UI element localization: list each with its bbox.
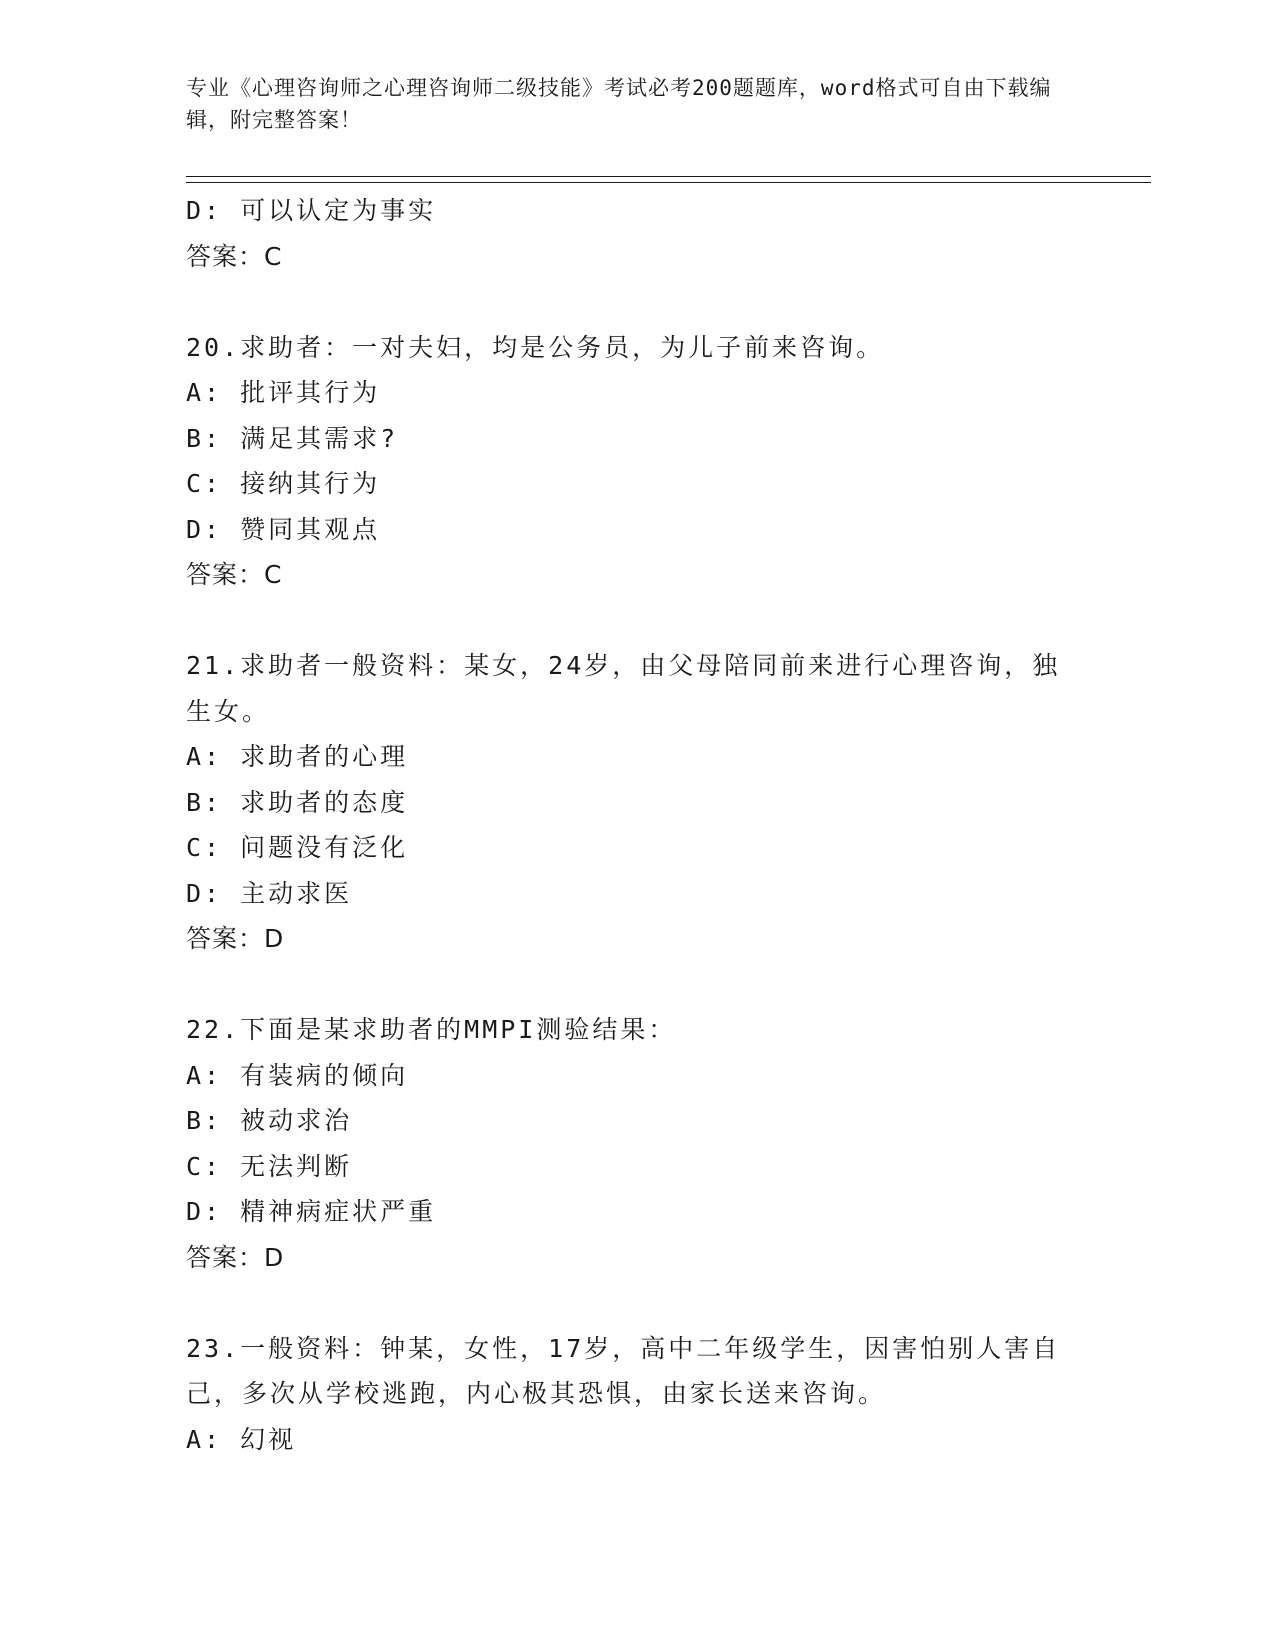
answer-line: 答案：D: [186, 1242, 285, 1272]
header-divider-bottom: [186, 182, 1151, 183]
question-21: [186, 643, 1086, 962]
option-b: B: 满足其需求?: [186, 423, 399, 453]
question-22: [186, 1007, 1086, 1280]
spacer: [186, 1280, 1086, 1326]
option-c: C: 无法判断: [186, 1151, 353, 1181]
question-list: [186, 188, 1086, 1462]
option-a: A: 幻视: [186, 1424, 297, 1454]
option-d: D: 精神病症状严重: [186, 1197, 437, 1226]
answer-line: 答案：C: [186, 560, 283, 589]
question-20: [186, 325, 1086, 598]
option-c: C: 问题没有泛化: [186, 833, 409, 862]
answer-line: 答案：C: [186, 241, 283, 271]
option-b: B: 被动求治: [186, 1106, 353, 1135]
option-a: A: 有装病的倾向: [186, 1060, 409, 1090]
option-c: C: 接纳其行为: [186, 469, 381, 498]
header-divider-top: [186, 176, 1151, 177]
spacer: [186, 279, 1086, 325]
option-d: D: 主动求医: [186, 878, 353, 908]
question-text: 22.下面是某求助者的MMPI测验结果：: [186, 1015, 677, 1044]
option-a: A: 求助者的心理: [186, 742, 409, 771]
question-text: 20.求助者：一对夫妇，均是公务员，为儿子前来咨询。: [186, 332, 885, 362]
question-text: 23.一般资料：钟某，女性，17岁，高中二年级学生，因害怕别人害自己，多次从学校逃跑，内心极其恐惧，由家长送来咨询。: [186, 1333, 1061, 1408]
spacer: [186, 962, 1086, 1008]
answer-line: 答案：D: [186, 924, 285, 953]
option-a: A: 批评其行为: [186, 378, 381, 407]
option-b: B: 求助者的态度: [186, 787, 409, 817]
option-d: D: 可以认定为事实: [186, 196, 437, 225]
question-text: 21.求助者一般资料：某女，24岁，由父母陪同前来进行心理咨询，独生女。: [186, 651, 1061, 726]
spacer: [186, 598, 1086, 644]
option-d: D: 赞同其观点: [186, 514, 381, 544]
question-23: [186, 1326, 1086, 1463]
document-header: 专业《心理咨询师之心理咨询师二级技能》考试必考200题题库，word格式可自由下载编辑，附完整答案！: [186, 76, 1052, 132]
